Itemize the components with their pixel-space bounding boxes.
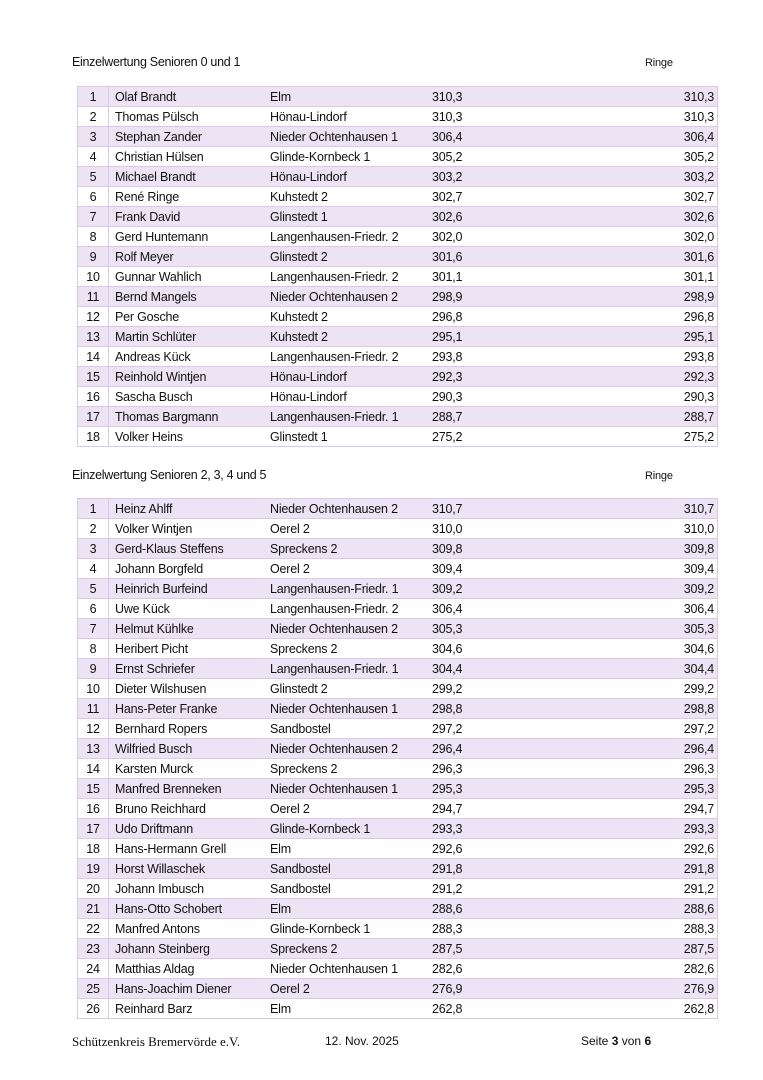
rank-cell: 7 — [78, 619, 109, 639]
name-cell: Johann Imbusch — [109, 879, 266, 899]
name-cell: Volker Heins — [109, 427, 266, 447]
page-prefix: Seite — [581, 1034, 609, 1048]
ringe-cell: 310,3 — [562, 107, 718, 127]
table-row — [78, 327, 718, 347]
club-cell: Spreckens 2 — [265, 639, 427, 659]
rank-cell: 4 — [78, 147, 109, 167]
ringe-cell: 293,8 — [562, 347, 718, 367]
table-row — [78, 387, 718, 407]
club-cell: Nieder Ochtenhausen 1 — [265, 959, 427, 979]
table-row — [78, 127, 718, 147]
ringe-cell: 299,2 — [562, 679, 718, 699]
table-row — [78, 959, 718, 979]
ringe-cell: 290,3 — [562, 387, 718, 407]
name-cell: Reinhold Wintjen — [109, 367, 266, 387]
score-cell: 298,9 — [427, 287, 562, 307]
ringe-cell: 291,8 — [562, 859, 718, 879]
score-cell: 310,3 — [427, 87, 562, 107]
name-cell: Gerd-Klaus Steffens — [109, 539, 266, 559]
ringe-cell: 288,7 — [562, 407, 718, 427]
score-cell: 304,6 — [427, 639, 562, 659]
rank-cell: 24 — [78, 959, 109, 979]
table-row — [78, 679, 718, 699]
ringe-cell: 282,6 — [562, 959, 718, 979]
ringe-cell: 298,9 — [562, 287, 718, 307]
name-cell: Horst Willaschek — [109, 859, 266, 879]
table-row — [78, 247, 718, 267]
ringe-cell: 306,4 — [562, 599, 718, 619]
name-cell: Manfred Brenneken — [109, 779, 266, 799]
score-cell: 302,6 — [427, 207, 562, 227]
score-cell: 288,6 — [427, 899, 562, 919]
ringe-cell: 309,2 — [562, 579, 718, 599]
rank-cell: 23 — [78, 939, 109, 959]
name-cell: Heinrich Burfeind — [109, 579, 266, 599]
name-cell: Martin Schlüter — [109, 327, 266, 347]
rank-cell: 19 — [78, 859, 109, 879]
name-cell: Thomas Pülsch — [109, 107, 266, 127]
rank-cell: 17 — [78, 819, 109, 839]
club-cell: Kuhstedt 2 — [265, 187, 427, 207]
club-cell: Langenhausen-Friedr. 2 — [265, 599, 427, 619]
rank-cell: 26 — [78, 999, 109, 1019]
score-cell: 291,2 — [427, 879, 562, 899]
table-row — [78, 699, 718, 719]
table-row — [78, 347, 718, 367]
score-cell: 291,8 — [427, 859, 562, 879]
club-cell: Nieder Ochtenhausen 1 — [265, 127, 427, 147]
name-cell: Hans-Peter Franke — [109, 699, 266, 719]
table-row — [78, 839, 718, 859]
club-cell: Elm — [265, 839, 427, 859]
rank-cell: 2 — [78, 107, 109, 127]
table-row — [78, 859, 718, 879]
score-cell: 306,4 — [427, 127, 562, 147]
table-row — [78, 739, 718, 759]
rank-cell: 6 — [78, 187, 109, 207]
score-cell: 302,7 — [427, 187, 562, 207]
name-cell: Reinhard Barz — [109, 999, 266, 1019]
club-cell: Kuhstedt 2 — [265, 327, 427, 347]
table-row — [78, 407, 718, 427]
ringe-cell: 292,6 — [562, 839, 718, 859]
name-cell: Andreas Kück — [109, 347, 266, 367]
section-title: Einzelwertung Senioren 2, 3, 4 und 5 — [72, 468, 267, 482]
ringe-cell: 287,5 — [562, 939, 718, 959]
score-cell: 297,2 — [427, 719, 562, 739]
score-cell: 305,3 — [427, 619, 562, 639]
club-cell: Elm — [265, 899, 427, 919]
name-cell: Johann Steinberg — [109, 939, 266, 959]
name-cell: Dieter Wilshusen — [109, 679, 266, 699]
score-cell: 301,1 — [427, 267, 562, 287]
score-cell: 296,8 — [427, 307, 562, 327]
score-cell: 301,6 — [427, 247, 562, 267]
score-cell: 282,6 — [427, 959, 562, 979]
club-cell: Langenhausen-Friedr. 2 — [265, 227, 427, 247]
name-cell: Per Gosche — [109, 307, 266, 327]
table-row — [78, 287, 718, 307]
club-cell: Langenhausen-Friedr. 1 — [265, 659, 427, 679]
ringe-cell: 288,3 — [562, 919, 718, 939]
ringe-cell: 302,0 — [562, 227, 718, 247]
name-cell: Gunnar Wahlich — [109, 267, 266, 287]
rank-cell: 13 — [78, 327, 109, 347]
name-cell: Johann Borgfeld — [109, 559, 266, 579]
club-cell: Nieder Ochtenhausen 2 — [265, 619, 427, 639]
results-table-senioren-0-1 — [77, 86, 718, 447]
table-row — [78, 899, 718, 919]
score-cell: 296,4 — [427, 739, 562, 759]
ringe-cell: 305,3 — [562, 619, 718, 639]
rank-cell: 7 — [78, 207, 109, 227]
club-cell: Hönau-Lindorf — [265, 367, 427, 387]
name-cell: Heinz Ahlff — [109, 499, 266, 519]
rank-cell: 5 — [78, 167, 109, 187]
ringe-cell: 302,7 — [562, 187, 718, 207]
table-row — [78, 659, 718, 679]
page-total: 6 — [644, 1034, 652, 1048]
club-cell: Hönau-Lindorf — [265, 387, 427, 407]
name-cell: Volker Wintjen — [109, 519, 266, 539]
score-cell: 287,5 — [427, 939, 562, 959]
club-cell: Langenhausen-Friedr. 2 — [265, 267, 427, 287]
club-cell: Nieder Ochtenhausen 1 — [265, 779, 427, 799]
ringe-column-label: Ringe — [645, 57, 673, 69]
score-cell: 295,1 — [427, 327, 562, 347]
ringe-cell: 296,4 — [562, 739, 718, 759]
score-cell: 296,3 — [427, 759, 562, 779]
ringe-cell: 295,3 — [562, 779, 718, 799]
rank-cell: 6 — [78, 599, 109, 619]
score-cell: 310,0 — [427, 519, 562, 539]
rank-cell: 10 — [78, 679, 109, 699]
table-row — [78, 879, 718, 899]
rank-cell: 9 — [78, 247, 109, 267]
rank-cell: 1 — [78, 499, 109, 519]
score-cell: 306,4 — [427, 599, 562, 619]
club-cell: Spreckens 2 — [265, 539, 427, 559]
table-row — [78, 579, 718, 599]
name-cell: Stephan Zander — [109, 127, 266, 147]
score-cell: 310,7 — [427, 499, 562, 519]
rank-cell: 16 — [78, 387, 109, 407]
club-cell: Langenhausen-Friedr. 1 — [265, 579, 427, 599]
club-cell: Elm — [265, 87, 427, 107]
score-cell: 288,7 — [427, 407, 562, 427]
rank-cell: 8 — [78, 639, 109, 659]
name-cell: Ernst Schriefer — [109, 659, 266, 679]
club-cell: Nieder Ochtenhausen 2 — [265, 739, 427, 759]
rank-cell: 9 — [78, 659, 109, 679]
club-cell: Spreckens 2 — [265, 939, 427, 959]
name-cell: Rolf Meyer — [109, 247, 266, 267]
score-cell: 309,2 — [427, 579, 562, 599]
club-cell: Spreckens 2 — [265, 759, 427, 779]
ringe-cell: 301,6 — [562, 247, 718, 267]
name-cell: Karsten Murck — [109, 759, 266, 779]
rank-cell: 21 — [78, 899, 109, 919]
ringe-cell: 306,4 — [562, 127, 718, 147]
name-cell: Helmut Kühlke — [109, 619, 266, 639]
score-cell: 288,3 — [427, 919, 562, 939]
table-row — [78, 639, 718, 659]
score-cell: 309,4 — [427, 559, 562, 579]
name-cell: Matthias Aldag — [109, 959, 266, 979]
rank-cell: 16 — [78, 799, 109, 819]
club-cell: Kuhstedt 2 — [265, 307, 427, 327]
table-row — [78, 619, 718, 639]
club-cell: Hönau-Lindorf — [265, 107, 427, 127]
table-row — [78, 87, 718, 107]
club-cell: Oerel 2 — [265, 979, 427, 999]
rank-cell: 18 — [78, 427, 109, 447]
score-cell: 292,6 — [427, 839, 562, 859]
rank-cell: 5 — [78, 579, 109, 599]
name-cell: Udo Driftmann — [109, 819, 266, 839]
club-cell: Langenhausen-Friedr. 2 — [265, 347, 427, 367]
name-cell: Frank David — [109, 207, 266, 227]
ringe-cell: 304,4 — [562, 659, 718, 679]
table-row — [78, 799, 718, 819]
ringe-cell: 310,0 — [562, 519, 718, 539]
ringe-cell: 309,4 — [562, 559, 718, 579]
table-row — [78, 227, 718, 247]
club-cell: Sandbostel — [265, 719, 427, 739]
name-cell: René Ringe — [109, 187, 266, 207]
table-row — [78, 759, 718, 779]
table-row — [78, 559, 718, 579]
table-row — [78, 207, 718, 227]
club-cell: Oerel 2 — [265, 799, 427, 819]
rank-cell: 4 — [78, 559, 109, 579]
rank-cell: 17 — [78, 407, 109, 427]
score-cell: 304,4 — [427, 659, 562, 679]
rank-cell: 20 — [78, 879, 109, 899]
score-cell: 293,8 — [427, 347, 562, 367]
club-cell: Sandbostel — [265, 859, 427, 879]
ringe-cell: 303,2 — [562, 167, 718, 187]
ringe-cell: 305,2 — [562, 147, 718, 167]
name-cell: Manfred Antons — [109, 919, 266, 939]
club-cell: Sandbostel — [265, 879, 427, 899]
page-mid: von — [621, 1034, 642, 1048]
club-cell: Glinstedt 1 — [265, 427, 427, 447]
score-cell: 303,2 — [427, 167, 562, 187]
rank-cell: 8 — [78, 227, 109, 247]
table-row — [78, 267, 718, 287]
footer-date: 12. Nov. 2025 — [325, 1034, 399, 1048]
ringe-cell: 298,8 — [562, 699, 718, 719]
club-cell: Nieder Ochtenhausen 1 — [265, 699, 427, 719]
rank-cell: 22 — [78, 919, 109, 939]
rank-cell: 3 — [78, 539, 109, 559]
table-row — [78, 779, 718, 799]
club-cell: Hönau-Lindorf — [265, 167, 427, 187]
table-row — [78, 367, 718, 387]
table-row — [78, 519, 718, 539]
score-cell: 262,8 — [427, 999, 562, 1019]
rank-cell: 14 — [78, 759, 109, 779]
section-title: Einzelwertung Senioren 0 und 1 — [72, 55, 241, 69]
rank-cell: 12 — [78, 307, 109, 327]
table-row — [78, 107, 718, 127]
table-row — [78, 999, 718, 1019]
ringe-cell: 262,8 — [562, 999, 718, 1019]
rank-cell: 15 — [78, 779, 109, 799]
name-cell: Bernd Mangels — [109, 287, 266, 307]
score-cell: 310,3 — [427, 107, 562, 127]
rank-cell: 3 — [78, 127, 109, 147]
score-cell: 299,2 — [427, 679, 562, 699]
page-current: 3 — [611, 1034, 619, 1048]
table-row — [78, 939, 718, 959]
ringe-cell: 276,9 — [562, 979, 718, 999]
club-cell: Glinstedt 2 — [265, 247, 427, 267]
score-cell: 275,2 — [427, 427, 562, 447]
club-cell: Oerel 2 — [265, 519, 427, 539]
ringe-cell: 291,2 — [562, 879, 718, 899]
ringe-cell: 310,3 — [562, 87, 718, 107]
footer-organization: Schützenkreis Bremervörde e.V. — [72, 1034, 240, 1049]
rank-cell: 1 — [78, 87, 109, 107]
club-cell: Elm — [265, 999, 427, 1019]
table-row — [78, 599, 718, 619]
footer-page-number — [581, 1034, 651, 1048]
score-cell: 292,3 — [427, 367, 562, 387]
ringe-cell: 294,7 — [562, 799, 718, 819]
score-cell: 298,8 — [427, 699, 562, 719]
rank-cell: 12 — [78, 719, 109, 739]
club-cell: Oerel 2 — [265, 559, 427, 579]
score-cell: 290,3 — [427, 387, 562, 407]
score-cell: 305,2 — [427, 147, 562, 167]
ringe-cell: 275,2 — [562, 427, 718, 447]
table-row — [78, 979, 718, 999]
name-cell: Olaf Brandt — [109, 87, 266, 107]
ringe-cell: 310,7 — [562, 499, 718, 519]
table-row — [78, 539, 718, 559]
table-row — [78, 307, 718, 327]
name-cell: Michael Brandt — [109, 167, 266, 187]
rank-cell: 14 — [78, 347, 109, 367]
results-table-senioren-2-5 — [77, 498, 718, 1019]
rank-cell: 2 — [78, 519, 109, 539]
ringe-cell: 297,2 — [562, 719, 718, 739]
rank-cell: 15 — [78, 367, 109, 387]
name-cell: Hans-Otto Schobert — [109, 899, 266, 919]
club-cell: Nieder Ochtenhausen 2 — [265, 287, 427, 307]
name-cell: Hans-Hermann Grell — [109, 839, 266, 859]
club-cell: Nieder Ochtenhausen 2 — [265, 499, 427, 519]
ringe-cell: 288,6 — [562, 899, 718, 919]
name-cell: Bernhard Ropers — [109, 719, 266, 739]
club-cell: Glinde-Kornbeck 1 — [265, 919, 427, 939]
ringe-cell: 309,8 — [562, 539, 718, 559]
ringe-cell: 301,1 — [562, 267, 718, 287]
ringe-cell: 293,3 — [562, 819, 718, 839]
name-cell: Wilfried Busch — [109, 739, 266, 759]
table-row — [78, 819, 718, 839]
table-row — [78, 147, 718, 167]
rank-cell: 11 — [78, 699, 109, 719]
name-cell: Bruno Reichhard — [109, 799, 266, 819]
ringe-cell: 296,8 — [562, 307, 718, 327]
ringe-cell: 295,1 — [562, 327, 718, 347]
name-cell: Sascha Busch — [109, 387, 266, 407]
ringe-cell: 302,6 — [562, 207, 718, 227]
ringe-cell: 292,3 — [562, 367, 718, 387]
table-row — [78, 167, 718, 187]
club-cell: Langenhausen-Friedr. 1 — [265, 407, 427, 427]
club-cell: Glinde-Kornbeck 1 — [265, 147, 427, 167]
name-cell: Uwe Kück — [109, 599, 266, 619]
score-cell: 295,3 — [427, 779, 562, 799]
table-row — [78, 187, 718, 207]
ringe-column-label: Ringe — [645, 470, 673, 482]
club-cell: Glinstedt 2 — [265, 679, 427, 699]
score-cell: 293,3 — [427, 819, 562, 839]
club-cell: Glinde-Kornbeck 1 — [265, 819, 427, 839]
table-row — [78, 919, 718, 939]
rank-cell: 10 — [78, 267, 109, 287]
table-row — [78, 499, 718, 519]
score-cell: 276,9 — [427, 979, 562, 999]
ringe-cell: 304,6 — [562, 639, 718, 659]
rank-cell: 25 — [78, 979, 109, 999]
name-cell: Gerd Huntemann — [109, 227, 266, 247]
rank-cell: 13 — [78, 739, 109, 759]
name-cell: Thomas Bargmann — [109, 407, 266, 427]
table-row — [78, 719, 718, 739]
club-cell: Glinstedt 1 — [265, 207, 427, 227]
score-cell: 294,7 — [427, 799, 562, 819]
name-cell: Heribert Picht — [109, 639, 266, 659]
ringe-cell: 296,3 — [562, 759, 718, 779]
score-cell: 309,8 — [427, 539, 562, 559]
name-cell: Hans-Joachim Diener — [109, 979, 266, 999]
score-cell: 302,0 — [427, 227, 562, 247]
table-row — [78, 427, 718, 447]
rank-cell: 11 — [78, 287, 109, 307]
name-cell: Christian Hülsen — [109, 147, 266, 167]
rank-cell: 18 — [78, 839, 109, 859]
